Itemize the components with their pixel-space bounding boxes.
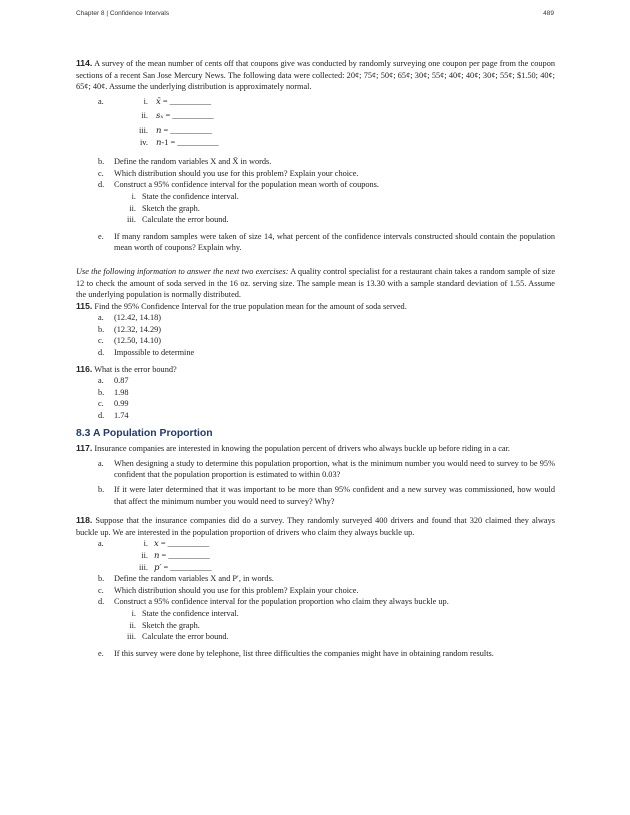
part-b: b. Define the random variables X and P′, in words. bbox=[98, 574, 274, 584]
option: c. 0.99 bbox=[98, 399, 129, 409]
shared-intro: Use the following information to answer the next two exercises: A quality control specialist for a restaurant chain takes a random sample of size 12 to check the amount of soda served in the 16 oz. serving size. The sample mean is 13.30 with a sample standard deviation of 1.55. Assume the underlying population is normally distributed. bbox=[76, 266, 556, 300]
answer-row: ii. n = __________ bbox=[141, 550, 210, 561]
exercise-115: 115. Find the 95% Confidence Interval for the true population mean for the amount of soda served. bbox=[76, 300, 407, 311]
option: c. (12.50, 14.10) bbox=[98, 336, 162, 346]
part-e: e. If many random samples were taken of size 14, what percent of the confidence intervals constructed should contain the population mean worth of coupons? Explain why. bbox=[98, 231, 555, 253]
page-number: 489 bbox=[543, 10, 554, 17]
part-d: d. Construct a 95% confidence interval for the population mean worth of coupons. bbox=[98, 180, 379, 190]
exercise-116: 116. What is the error bound? bbox=[76, 363, 177, 374]
exercise-118: 118. Suppose that the insurance companies did do a survey. They randomly surveyed 400 drivers and found that 320 claimed they always buckle up. We are interested in the population proportion of drivers who claim they always buckle up. bbox=[76, 515, 555, 537]
part-d: d. Construct a 95% confidence interval for the population proportion who claim they always buckle up. bbox=[98, 597, 449, 607]
part-a: a. When designing a study to determine this population proportion, what is the minimum number you would need to survey to be 95% confident that the population proportion is estimated to within 0.03? bbox=[98, 458, 555, 480]
option: d. Impossible to determine bbox=[98, 348, 195, 358]
option: a. 0.87 bbox=[98, 376, 129, 386]
sub-item: i. State the confidence interval. bbox=[131, 191, 239, 201]
option: b. (12.32, 14.29) bbox=[98, 324, 162, 334]
part-e: e. If this survey were done by telephone, list three difficulties the companies might have in obtaining random results. bbox=[98, 648, 494, 658]
exercise-number: 114. bbox=[76, 58, 93, 68]
sub-item: iii. Calculate the error bound. bbox=[127, 632, 229, 642]
part-c: c. Which distribution should you use for this problem? Explain your choice. bbox=[98, 168, 359, 178]
answer-row: iii. n = __________ bbox=[139, 125, 212, 136]
exercise-text: A survey of the mean number of cents off that coupons give was conducted by randomly surveying one coupon per page from the coupon sections of a recent San Jose Mercury News. The following data were collected: 20¢; 75¢; 50¢; 65¢; 30¢; 55¢; 40¢; 40¢; 30¢; 55¢; $1.50; 40¢; 65¢; 40¢. Assume the underlying distribution is approximately normal. bbox=[76, 59, 556, 92]
sub-item: ii. Sketch the graph. bbox=[129, 620, 200, 630]
sub-item: i. State the confidence interval. bbox=[131, 608, 239, 618]
answer-row: ii. sₓ = __________ bbox=[141, 111, 214, 122]
part-b: b. Define the random variables X and X̄ in words. bbox=[98, 157, 272, 167]
answer-row: iii. p′ = __________ bbox=[139, 562, 212, 573]
answer-row: iv. n-1 = __________ bbox=[140, 137, 219, 148]
option: b. 1.98 bbox=[98, 387, 129, 397]
page-content bbox=[76, 58, 555, 659]
option: a. (12.42, 14.18) bbox=[98, 313, 162, 323]
part-b: b. If it were later determined that it was important to be more than 95% confident and a new survey was commissioned, how would that affect the minimum number you would need to survey? Why? bbox=[98, 485, 555, 506]
exercise-117: 117. Insurance companies are interested in knowing the population percent of drivers who always buckle up before riding in a car. bbox=[76, 443, 510, 454]
answer-row: a. i. x = __________ bbox=[98, 539, 210, 550]
sub-item: iii. Calculate the error bound. bbox=[127, 215, 229, 225]
answer-row: a. i. x̄ = __________ bbox=[98, 96, 212, 107]
part-c: c. Which distribution should you use for this problem? Explain your choice. bbox=[98, 585, 359, 595]
section-title: 8.3 A Population Proportion bbox=[76, 427, 213, 439]
option: d. 1.74 bbox=[98, 411, 129, 421]
chapter-header: Chapter 8 | Confidence Intervals bbox=[76, 10, 170, 17]
sub-item: ii. Sketch the graph. bbox=[129, 203, 200, 213]
exercise-114 bbox=[76, 58, 555, 93]
